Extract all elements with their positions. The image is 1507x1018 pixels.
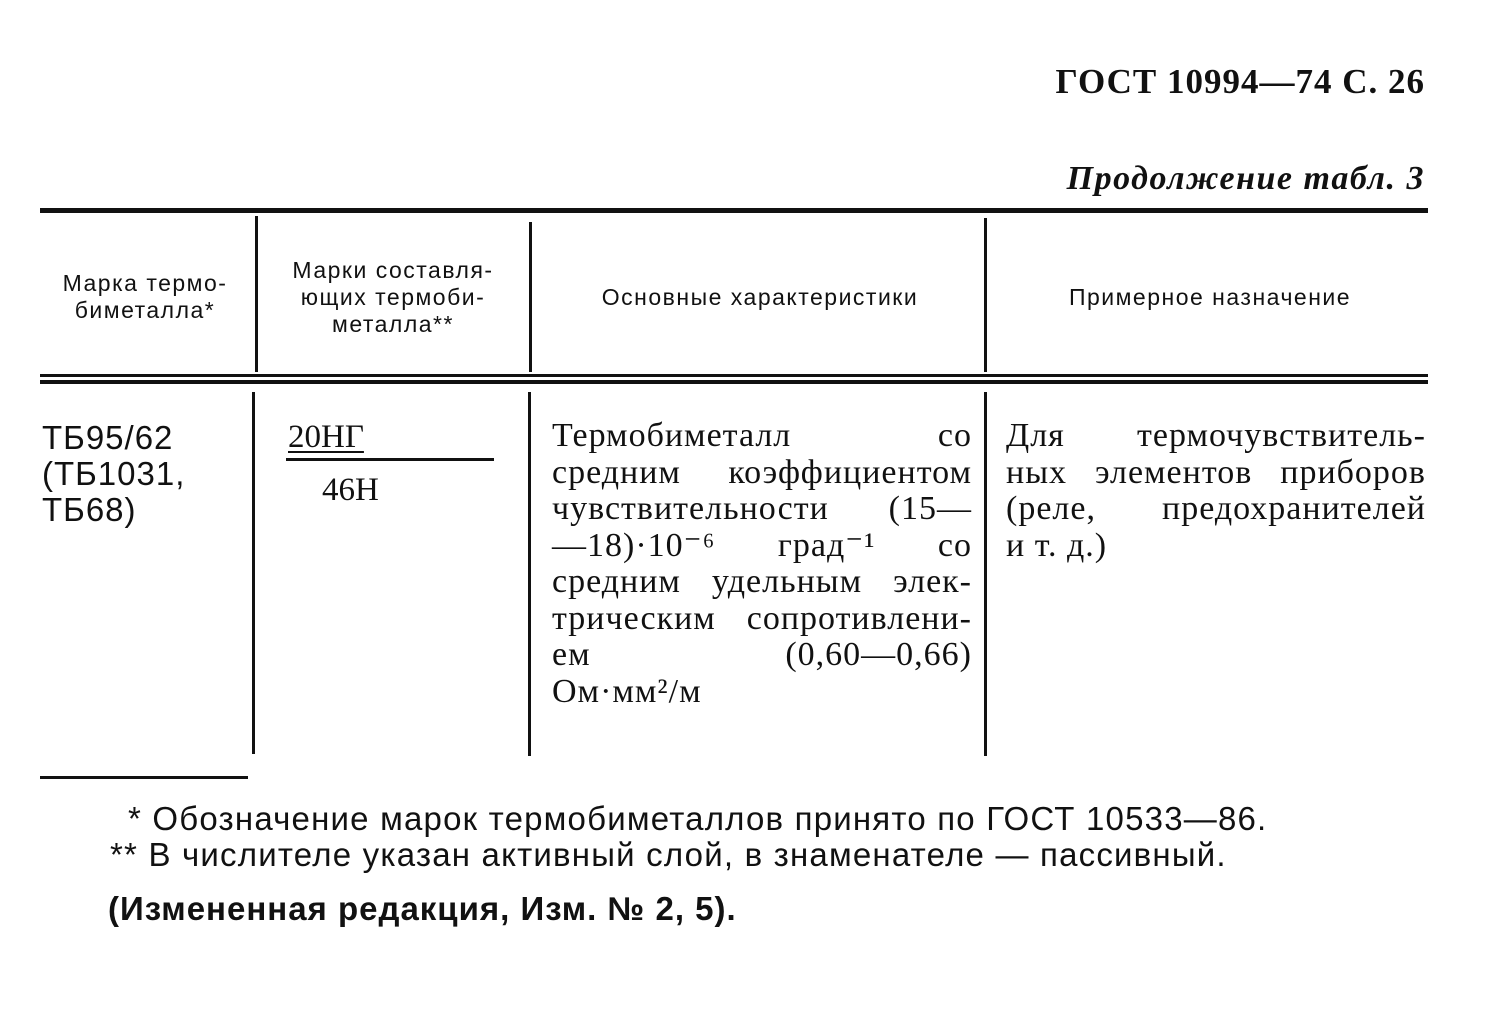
components-numerator: 20НГ	[288, 419, 364, 455]
column-divider	[529, 222, 532, 372]
characteristics-line: средним коэффициентом	[552, 453, 972, 491]
column-header-characteristics: Основные характеристики	[601, 283, 919, 310]
page-header: ГОСТ 10994—74 С. 26	[1055, 62, 1425, 101]
footnote-1: * Обозначение марок термобиметаллов принято по ГОСТ 10533—86.	[128, 800, 1268, 837]
purpose-line: ных элементов приборов	[1006, 453, 1426, 491]
characteristics-line: —18)·10⁻⁶ град⁻¹ со	[552, 526, 972, 564]
column-header-purpose: Примерное назначение	[1068, 283, 1352, 310]
table-header-rule-second	[40, 380, 1428, 384]
grade-cell: ТБ95/62 (ТБ1031, ТБ68)	[42, 419, 186, 528]
column-divider	[528, 392, 531, 756]
column-divider	[255, 216, 258, 372]
purpose-line: (реле, предохранителей	[1006, 490, 1426, 527]
column-divider	[984, 218, 987, 372]
characteristics-line: Термобиметалл со	[552, 417, 972, 454]
characteristics-line: чувствительности (15—	[552, 490, 972, 527]
column-header-grade: Марка термо- биметалла*	[62, 270, 228, 323]
characteristics-line: ем (0,60—0,66)	[552, 636, 972, 673]
column-header-components: Марки составля- ющих термоби- металла**	[292, 256, 494, 337]
column-divider	[252, 392, 255, 754]
amendment-note: (Измененная редакция, Изм. № 2, 5).	[108, 890, 737, 927]
column-divider	[984, 392, 987, 756]
purpose-line: Для термочувствитель-	[1006, 417, 1426, 454]
characteristics-line: средним удельным элек-	[552, 563, 972, 600]
table-continuation-label: Продолжение табл. 3	[1066, 160, 1425, 197]
footnote-2: ** В числителе указан активный слой, в знаменателе — пассивный.	[110, 836, 1227, 873]
components-denominator: 46Н	[322, 472, 379, 508]
footnote-rule	[40, 776, 248, 779]
purpose-line: и т. д.)	[1006, 526, 1108, 564]
characteristics-line: трическим сопротивлени-	[552, 599, 972, 637]
characteristics-cell	[552, 418, 972, 710]
table-top-rule	[40, 208, 1428, 213]
fraction-bar	[286, 458, 494, 461]
table-header-rule	[40, 374, 1428, 377]
purpose-cell	[1006, 418, 1426, 564]
characteristics-line: Ом·мм²/м	[552, 672, 702, 710]
